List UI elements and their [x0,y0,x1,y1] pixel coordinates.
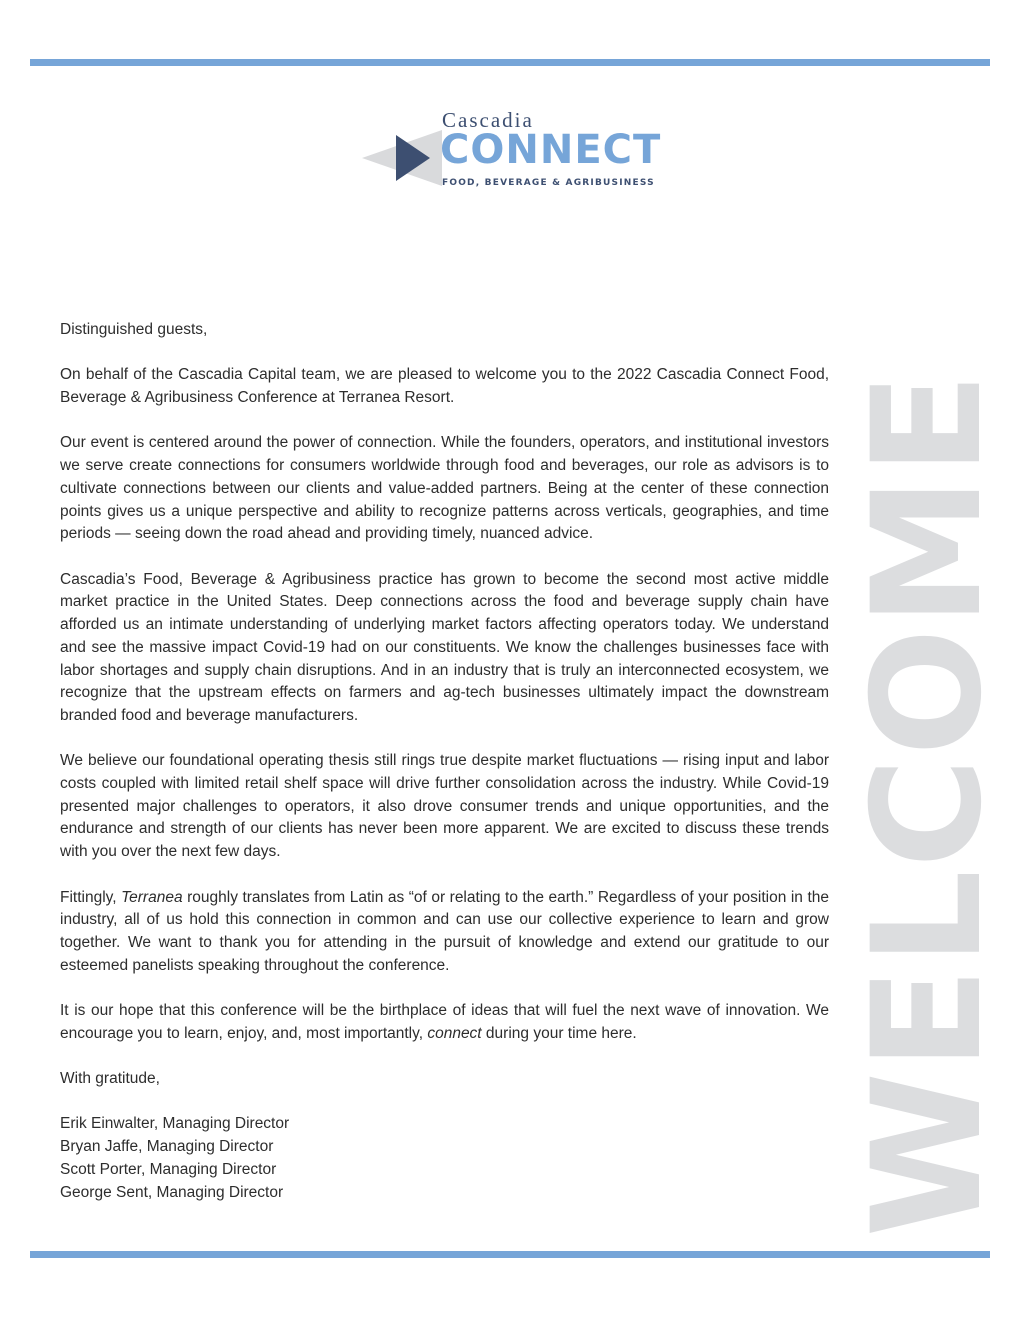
logo-triangle-icon [362,128,442,188]
letter-paragraph-6 [60,1000,829,1045]
signatory: Bryan Jaffe, Managing Director [60,1138,274,1156]
welcome-side-heading: WELCOME [841,370,1015,1238]
letter-paragraph-2: Our event is centered around the power of connection. While the founders, operators, and institutional investors we serve create connections for consumers worldwide through food and beverages, our role as advisors is to cultivate connections between our clients and value-added partners. Being at the center of these connection points gives us a unique perspective and ability to recognize patterns across verticals, geographies, and time periods — seeing down the road ahead and providing timely, nuanced advice. [60,434,829,543]
letter-paragraph-1: On behalf of the Cascadia Capital team, we are pleased to welcome you to the 2022 Cascadia Connect Food, Beverage & Agribusiness Conference at Terranea Resort. [60,366,829,407]
paragraph-6-italic-term: connect [427,1024,482,1042]
logo-tagline: FOOD, BEVERAGE & AGRIBUSINESS [442,178,655,188]
signatory-list [60,1113,829,1204]
welcome-letter [60,319,829,1204]
closing: With gratitude, [60,1070,160,1088]
signatory: Erik Einwalter, Managing Director [60,1115,290,1133]
letter-paragraph-5 [60,887,829,978]
logo-wordmark-cascadia: Cascadia [442,108,534,132]
signatory: George Sent, Managing Director [60,1183,284,1201]
salutation: Distinguished guests, [60,321,208,338]
letter-paragraph-4: We believe our foundational operating thesis still rings true despite market fluctuations — rising input and labor costs coupled with limited retail shelf space will drive further consolidation across the industry. While Covid-19 presented major challenges to operators, it also drove consumer trends and unique opportunities, and the endurance and strength of our clients has never been more apparent. We are excited to discuss these trends with you over the next few days. [60,752,829,861]
logo-wordmark-connect: CONNECT [440,127,662,173]
bottom-accent-rule [30,1251,990,1258]
paragraph-5-text-start: Fittingly, [60,888,122,906]
signatory: Scott Porter, Managing Director [60,1160,277,1178]
paragraph-6-text-rest: during your time here. [481,1024,637,1042]
cascadia-connect-logo [362,108,662,193]
paragraph-6-text-start: It is our hope that this conference will be the birthplace of ideas that will fuel the next wave of innovation. We encourage you to learn, enjoy, and, most importantly, [60,1002,829,1042]
paragraph-5-text-rest: roughly translates from Latin as “of or relating to the earth.” Regardless of your position in the industry, all of us hold this connection in common and can use our collective experience to learn and grow together. We want to thank you for attending in the pursuit of knowledge and extend our gratitude to our esteemed panelists speaking throughout the conference. [60,888,829,974]
top-accent-rule [30,59,990,66]
paragraph-5-italic-term: Terranea [121,888,183,906]
letter-paragraph-3: Cascadia’s Food, Beverage & Agribusiness practice has grown to become the second most active middle market practice in the United States. Deep connections across the food and beverage supply chain have afforded us an intimate understanding of underlying market factors affecting operators today. We understand and see the massive impact Covid-19 had on our constituents. We know the challenges businesses face with labor shortages and supply chain disruptions. And in an industry that is truly an interconnected ecosystem, we recognize that the upstream effects on farmers and ag-tech businesses ultimately impact the downstream branded food and beverage manufacturers. [60,570,829,724]
